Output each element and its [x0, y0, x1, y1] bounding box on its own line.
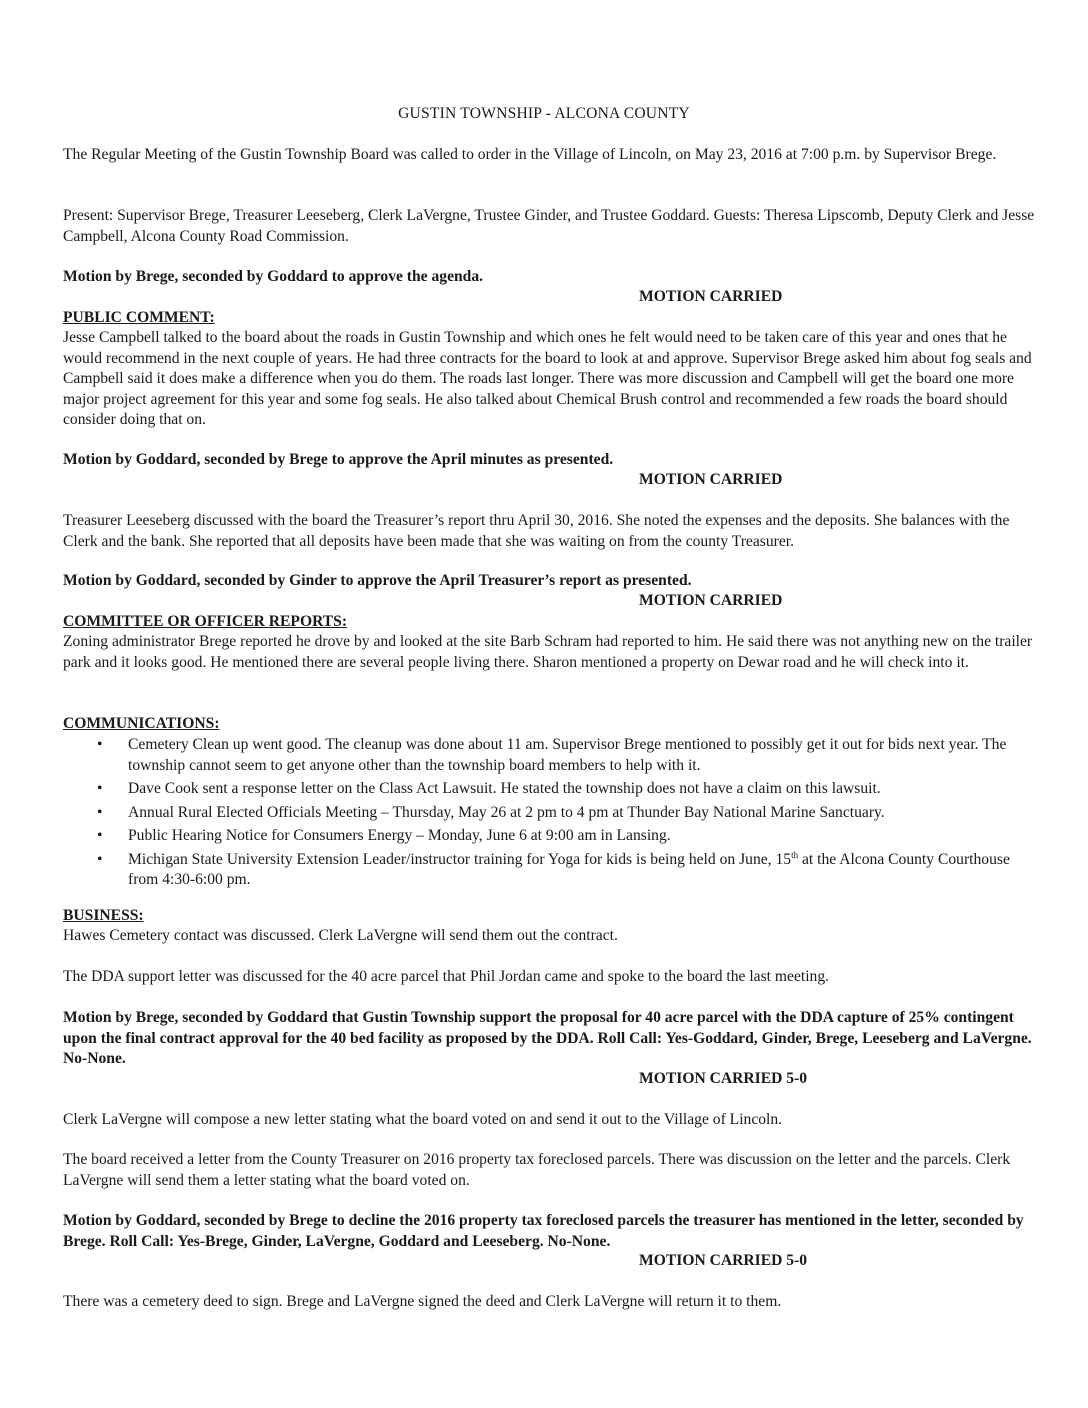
document-title: GUSTIN TOWNSHIP - ALCONA COUNTY	[398, 105, 690, 122]
motion-minutes: Motion by Goddard, seconded by Brege to approve the April minutes as presented.	[63, 451, 614, 468]
list-item: • Public Hearing Notice for Consumers Energy – Monday, June 6 at 9:00 am in Lansing.	[63, 826, 1038, 847]
list-item: • Dave Cook sent a response letter on the Class Act Lawsuit. He stated the township does not have a claim on this lawsuit.	[63, 779, 1038, 800]
motion-carried-label: MOTION CARRIED 5-0	[639, 1070, 808, 1087]
bullet-icon: •	[97, 736, 103, 753]
attendance-paragraph: Present: Supervisor Brege, Treasurer Leeseberg, Clerk LaVergne, Trustee Ginder, and Trustee Goddard. Guests: Theresa Lipscomb, Deputy Clerk and Jesse Campbell, Alcona County Road Commission.	[63, 207, 1035, 245]
bullet-icon: •	[97, 850, 103, 868]
committee-reports-text: Zoning administrator Brege reported he drove by and looked at the site Barb Schram had reported to him. He said there was not anything new on the trailer park and it looks good. He mentioned there are several people living there. Sharon mentioned a property on Dewar road and he will check into it.	[63, 633, 1033, 671]
public-comment-text: Jesse Campbell talked to the board about the roads in Gustin Township and which ones he felt would need to be taken care of this year and ones that he would recommend in the next couple of years. He had three contracts for the board to look at and approve. Supervisor Brege asked him about fog seals and Campbell said it does make a difference when you do them. The roads last longer. There was more discussion and Campbell will get the board one more major project agreement for this year and some fog seals. He also talked about Chemical Brush control and recommended a few roads the board should consider doing that on.	[63, 329, 1032, 428]
bullet-icon: •	[97, 803, 103, 821]
business-heading: BUSINESS:	[63, 907, 144, 924]
county-letter-text: The board received a letter from the County Treasurer on 2016 property tax foreclosed parcels. There was discussion on the letter and the parcels. Clerk LaVergne will send them a letter stating what the board voted on.	[63, 1151, 1011, 1189]
list-item: • Michigan State University Extension Leader/instructor training for Yoga for kids is being held on June, 15th at the Alcona County Courthouse from 4:30-6:00 pm.	[97, 849, 1010, 888]
business-hawes-text: Hawes Cemetery contact was discussed. Clerk LaVergne will send them out the contract.	[63, 927, 618, 944]
motion-foreclosed: Motion by Goddard, seconded by Brege to decline the 2016 property tax foreclosed parcels the treasurer has mentioned in the letter, seconded by Brege. Roll Call: Yes-Brege, Ginder, LaVergne, Goddard and Leeseberg. No-None.	[63, 1212, 1024, 1250]
motion-treasurer: Motion by Goddard, seconded by Ginder to approve the April Treasurer’s report as presented.	[63, 572, 692, 589]
list-item: • Cemetery Clean up went good. The cleanup was done about 11 am. Supervisor Brege mentioned to possibly get it out for bids next year. The township cannot seem to get anyone other than the township board members to help with it.	[97, 736, 1007, 774]
clerk-letter-text: Clerk LaVergne will compose a new letter stating what the board voted on and send it out to the Village of Lincoln.	[63, 1111, 783, 1128]
intro-paragraph: The Regular Meeting of the Gustin Township Board was called to order in the Village of Lincoln, on May 23, 2016 at 7:00 p.m. by Supervisor Brege.	[63, 146, 997, 163]
motion-carried-label: MOTION CARRIED 5-0	[639, 1252, 808, 1269]
treasurer-report-text: Treasurer Leeseberg discussed with the board the Treasurer’s report thru April 30, 2016. She noted the expenses and the deposits. She balances with the Clerk and the bank. She reported that all deposits have been made that she was waiting on from the county Treasurer.	[63, 512, 1010, 550]
motion-dda: Motion by Brege, seconded by Goddard that Gustin Township support the proposal for 40 acre parcel with the DDA capture of 25% contingent upon the final contract approval for the 40 bed facility as proposed by the DDA. Roll Call: Yes-Goddard, Ginder, Brege, Leeseberg and LaVergne. No-None.	[63, 1009, 1032, 1067]
list-item: • Annual Rural Elected Officials Meeting – Thursday, May 26 at 2 pm to 4 pm at Thunder Bay National Marine Sanctuary.	[63, 803, 1038, 824]
motion-carried-label: MOTION CARRIED	[639, 592, 783, 609]
business-dda-text: The DDA support letter was discussed for the 40 acre parcel that Phil Jordan came and spoke to the board the last meeting.	[63, 968, 830, 985]
motion-carried-label: MOTION CARRIED	[639, 288, 783, 305]
motion-carried-label: MOTION CARRIED	[639, 471, 783, 488]
public-comment-heading: PUBLIC COMMENT:	[63, 309, 215, 326]
communications-list	[63, 735, 1038, 894]
bullet-icon: •	[97, 827, 103, 844]
cemetery-deed-text: There was a cemetery deed to sign. Brege and LaVergne signed the deed and Clerk LaVergne will return it to them.	[63, 1293, 782, 1310]
communications-heading: COMMUNICATIONS:	[63, 715, 220, 732]
bullet-icon: •	[97, 780, 103, 797]
motion-agenda: Motion by Brege, seconded by Goddard to approve the agenda.	[63, 268, 484, 285]
committee-reports-heading: COMMITTEE OR OFFICER REPORTS:	[63, 613, 348, 630]
